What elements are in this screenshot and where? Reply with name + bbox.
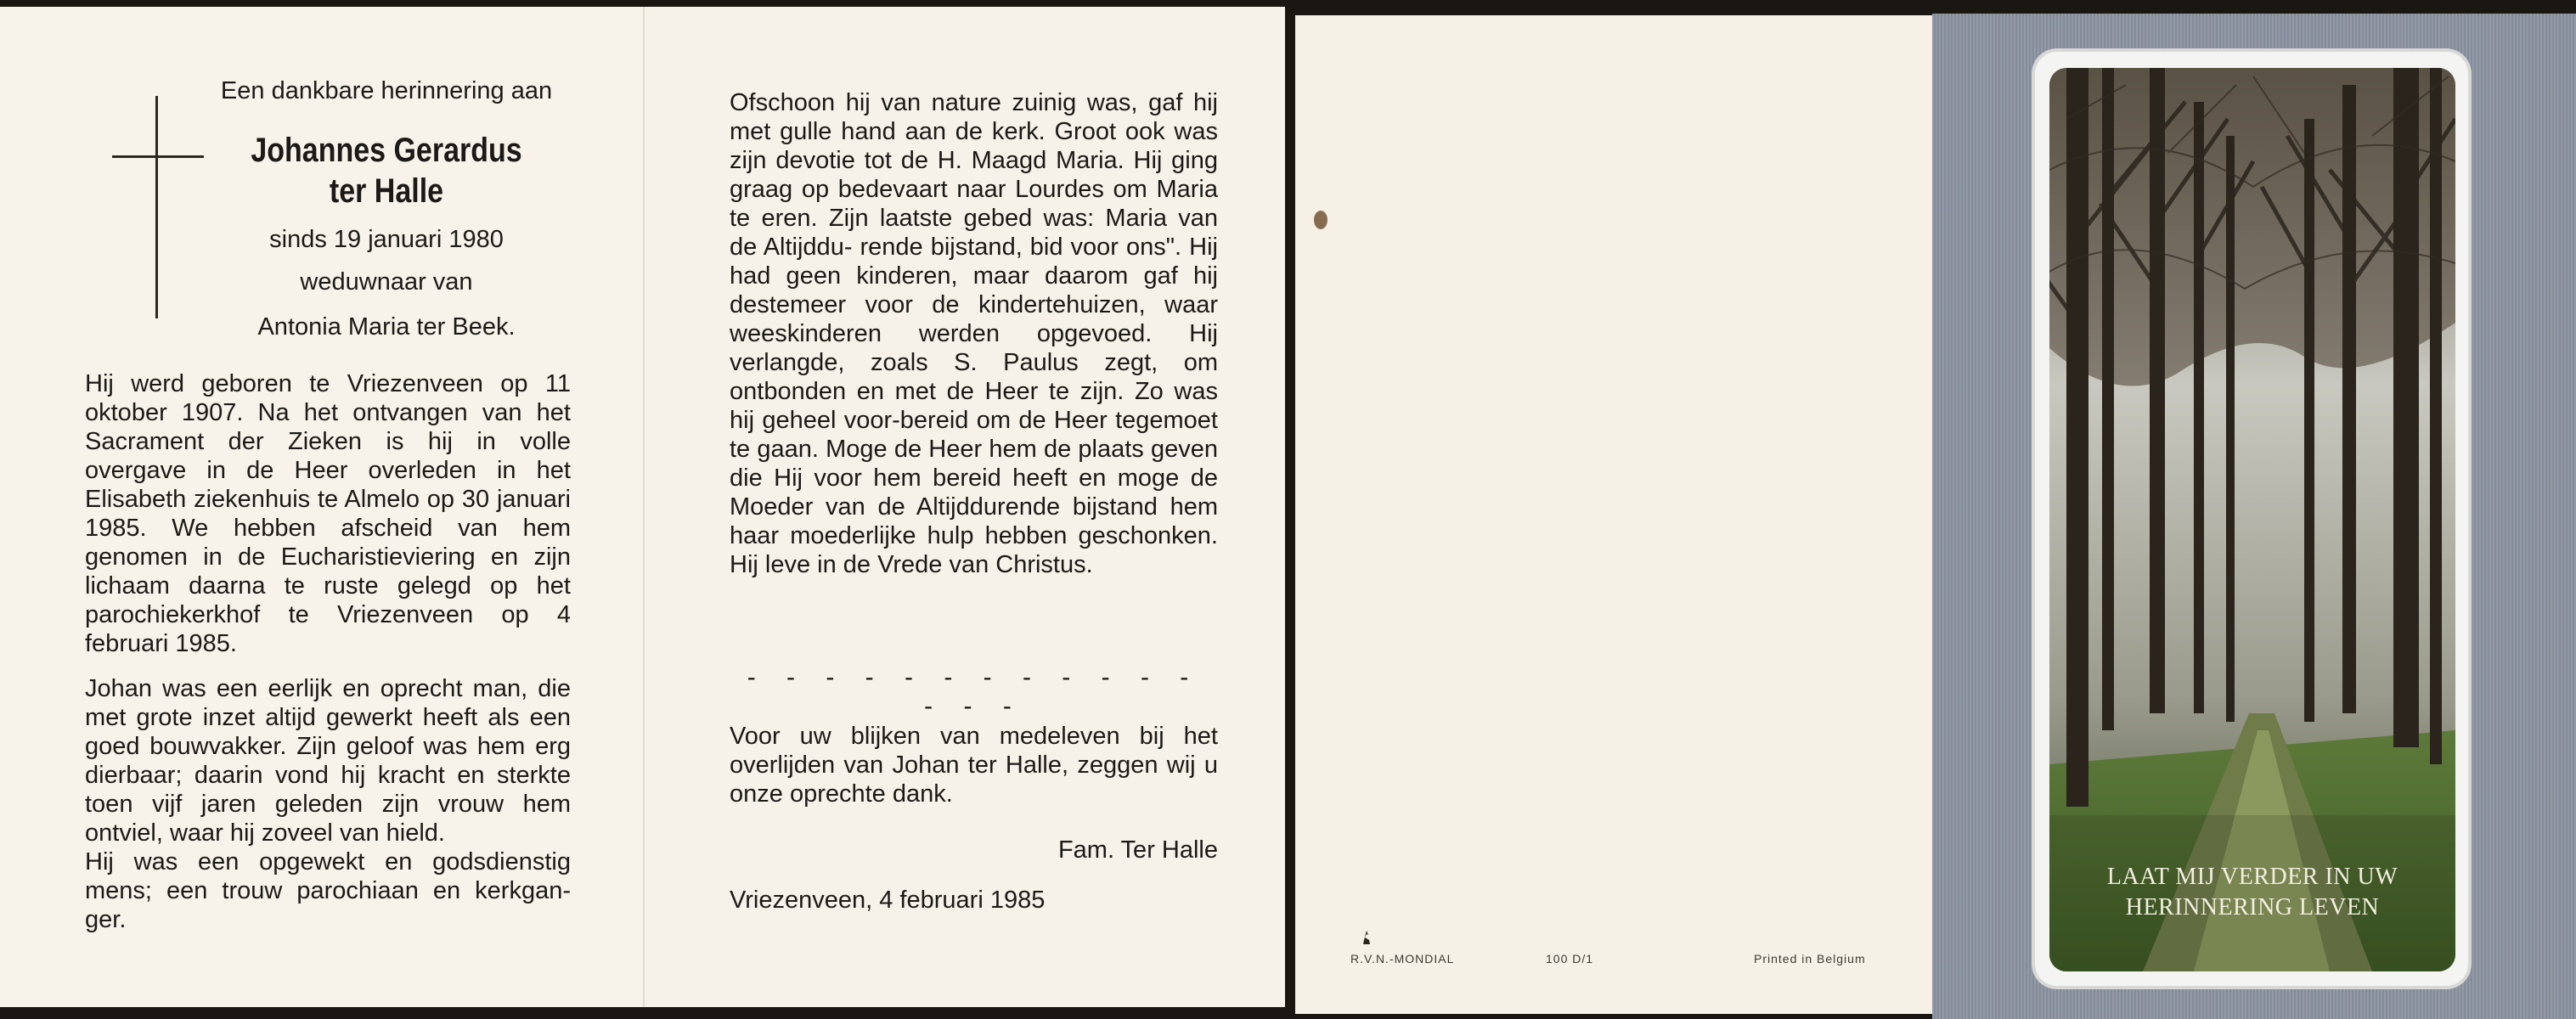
biography-paragraph-1: Hij werd geboren te Vriezenveen op 11 oktober 1907. Na het ontvangen van het Sacrament der Zieken is hij in volle overgave in de Heer overleden in het Elisabeth ziekenhuis te Almelo op 30 januari 1985. We hebben afscheid van hem genomen in de Eucharistieviering en zijn lichaam daarna te ruste gelegd op het parochiekerkhof te Vriezenveen op 4 februari 1985.: [85, 370, 571, 657]
right-inner-page: [643, 7, 1285, 1007]
front-cover: [1932, 14, 2576, 1019]
left-inner-page: [0, 7, 643, 1007]
caption-line-2: HERINNERING LEVEN: [2125, 894, 2380, 920]
biography-paragraph-2: Johan was een eerlijk en oprecht man, die met grote inzet altijd gewerkt heeft als een goed bouwvakker. Zijn geloof was hem erg dierbaar; daarin vond hij kracht en sterkte toen vijf jaren geleden zijn vrouw hem ontviel, waar hij zoveel van hield.: [85, 675, 571, 847]
wife-name: Antonia Maria ter Beek.: [257, 313, 516, 341]
memorial-paragraph: Ofschoon hij van nature zuinig was, gaf hij met gulle hand aan de kerk. Groot ook was zijn devotie tot de H. Maagd Maria. Hij ging graag op bedevaart naar Lourdes om Maria te eren. Zijn laatste gebed was: Maria van de Altijddu- rende bijstand, bid voor ons". Hij had geen kinderen, maar daarom gaf hij destemeer voor de kindertehuizen, waar weeskinderen werden opgevoed. Hij verlangde, zoals S. Paulus zegt, om ontbonden en met de Heer te zijn. Zo was hij geheel voor-bereid om de Heer tegemoet te gaan. Moge de Heer hem de plaats geven die Hij voor hem bereid heeft en moge de Moeder van de Altijddurende bijstand hem haar moederlijke hulp hebben geschonken. Hij leve in de Vrede van Christus.: [730, 89, 1218, 578]
deceased-name: [217, 130, 556, 211]
printed-in-text: Printed in Belgium: [1754, 952, 1866, 966]
cross-icon: [155, 96, 158, 318]
cover-caption: [2049, 862, 2455, 923]
thanks-paragraph: Voor uw blijken van medeleven bij het overlijden van Johan ter Halle, zeggen wij u onze oprechte dank.: [730, 723, 1218, 808]
publisher-logo-icon: [1361, 930, 1372, 945]
cross-icon-bar: [112, 155, 204, 158]
widower-text: weduwnaar van: [300, 268, 473, 296]
publisher-text: R.V.N.-MONDIAL: [1350, 952, 1455, 966]
product-code: 100 D/1: [1546, 952, 1594, 966]
forest-path-illustration: [2049, 68, 2455, 971]
name-line-2: ter Halle: [329, 172, 444, 210]
family-signature: Fam. Ter Halle: [1057, 836, 1218, 864]
since-date: sinds 19 januari 1980: [269, 226, 504, 253]
biography-paragraph-3: Hij was een opgewekt en godsdienstig mens; een trouw parochiaan en kerkgan- ger.: [85, 848, 571, 933]
back-cover: [1295, 15, 1932, 1014]
intro-text: Een dankbare herinnering aan: [220, 77, 553, 104]
caption-line-1: LAAT MIJ VERDER IN UW: [2106, 864, 2398, 890]
forest-path-photo: [2049, 68, 2455, 971]
place-date: Vriezenveen, 4 februari 1985: [730, 887, 1046, 914]
dash-divider: - - - - - - - - - - - - - - -: [747, 663, 1201, 720]
name-line-1: Johannes Gerardus: [251, 132, 522, 169]
paper-stain: [1314, 211, 1327, 229]
